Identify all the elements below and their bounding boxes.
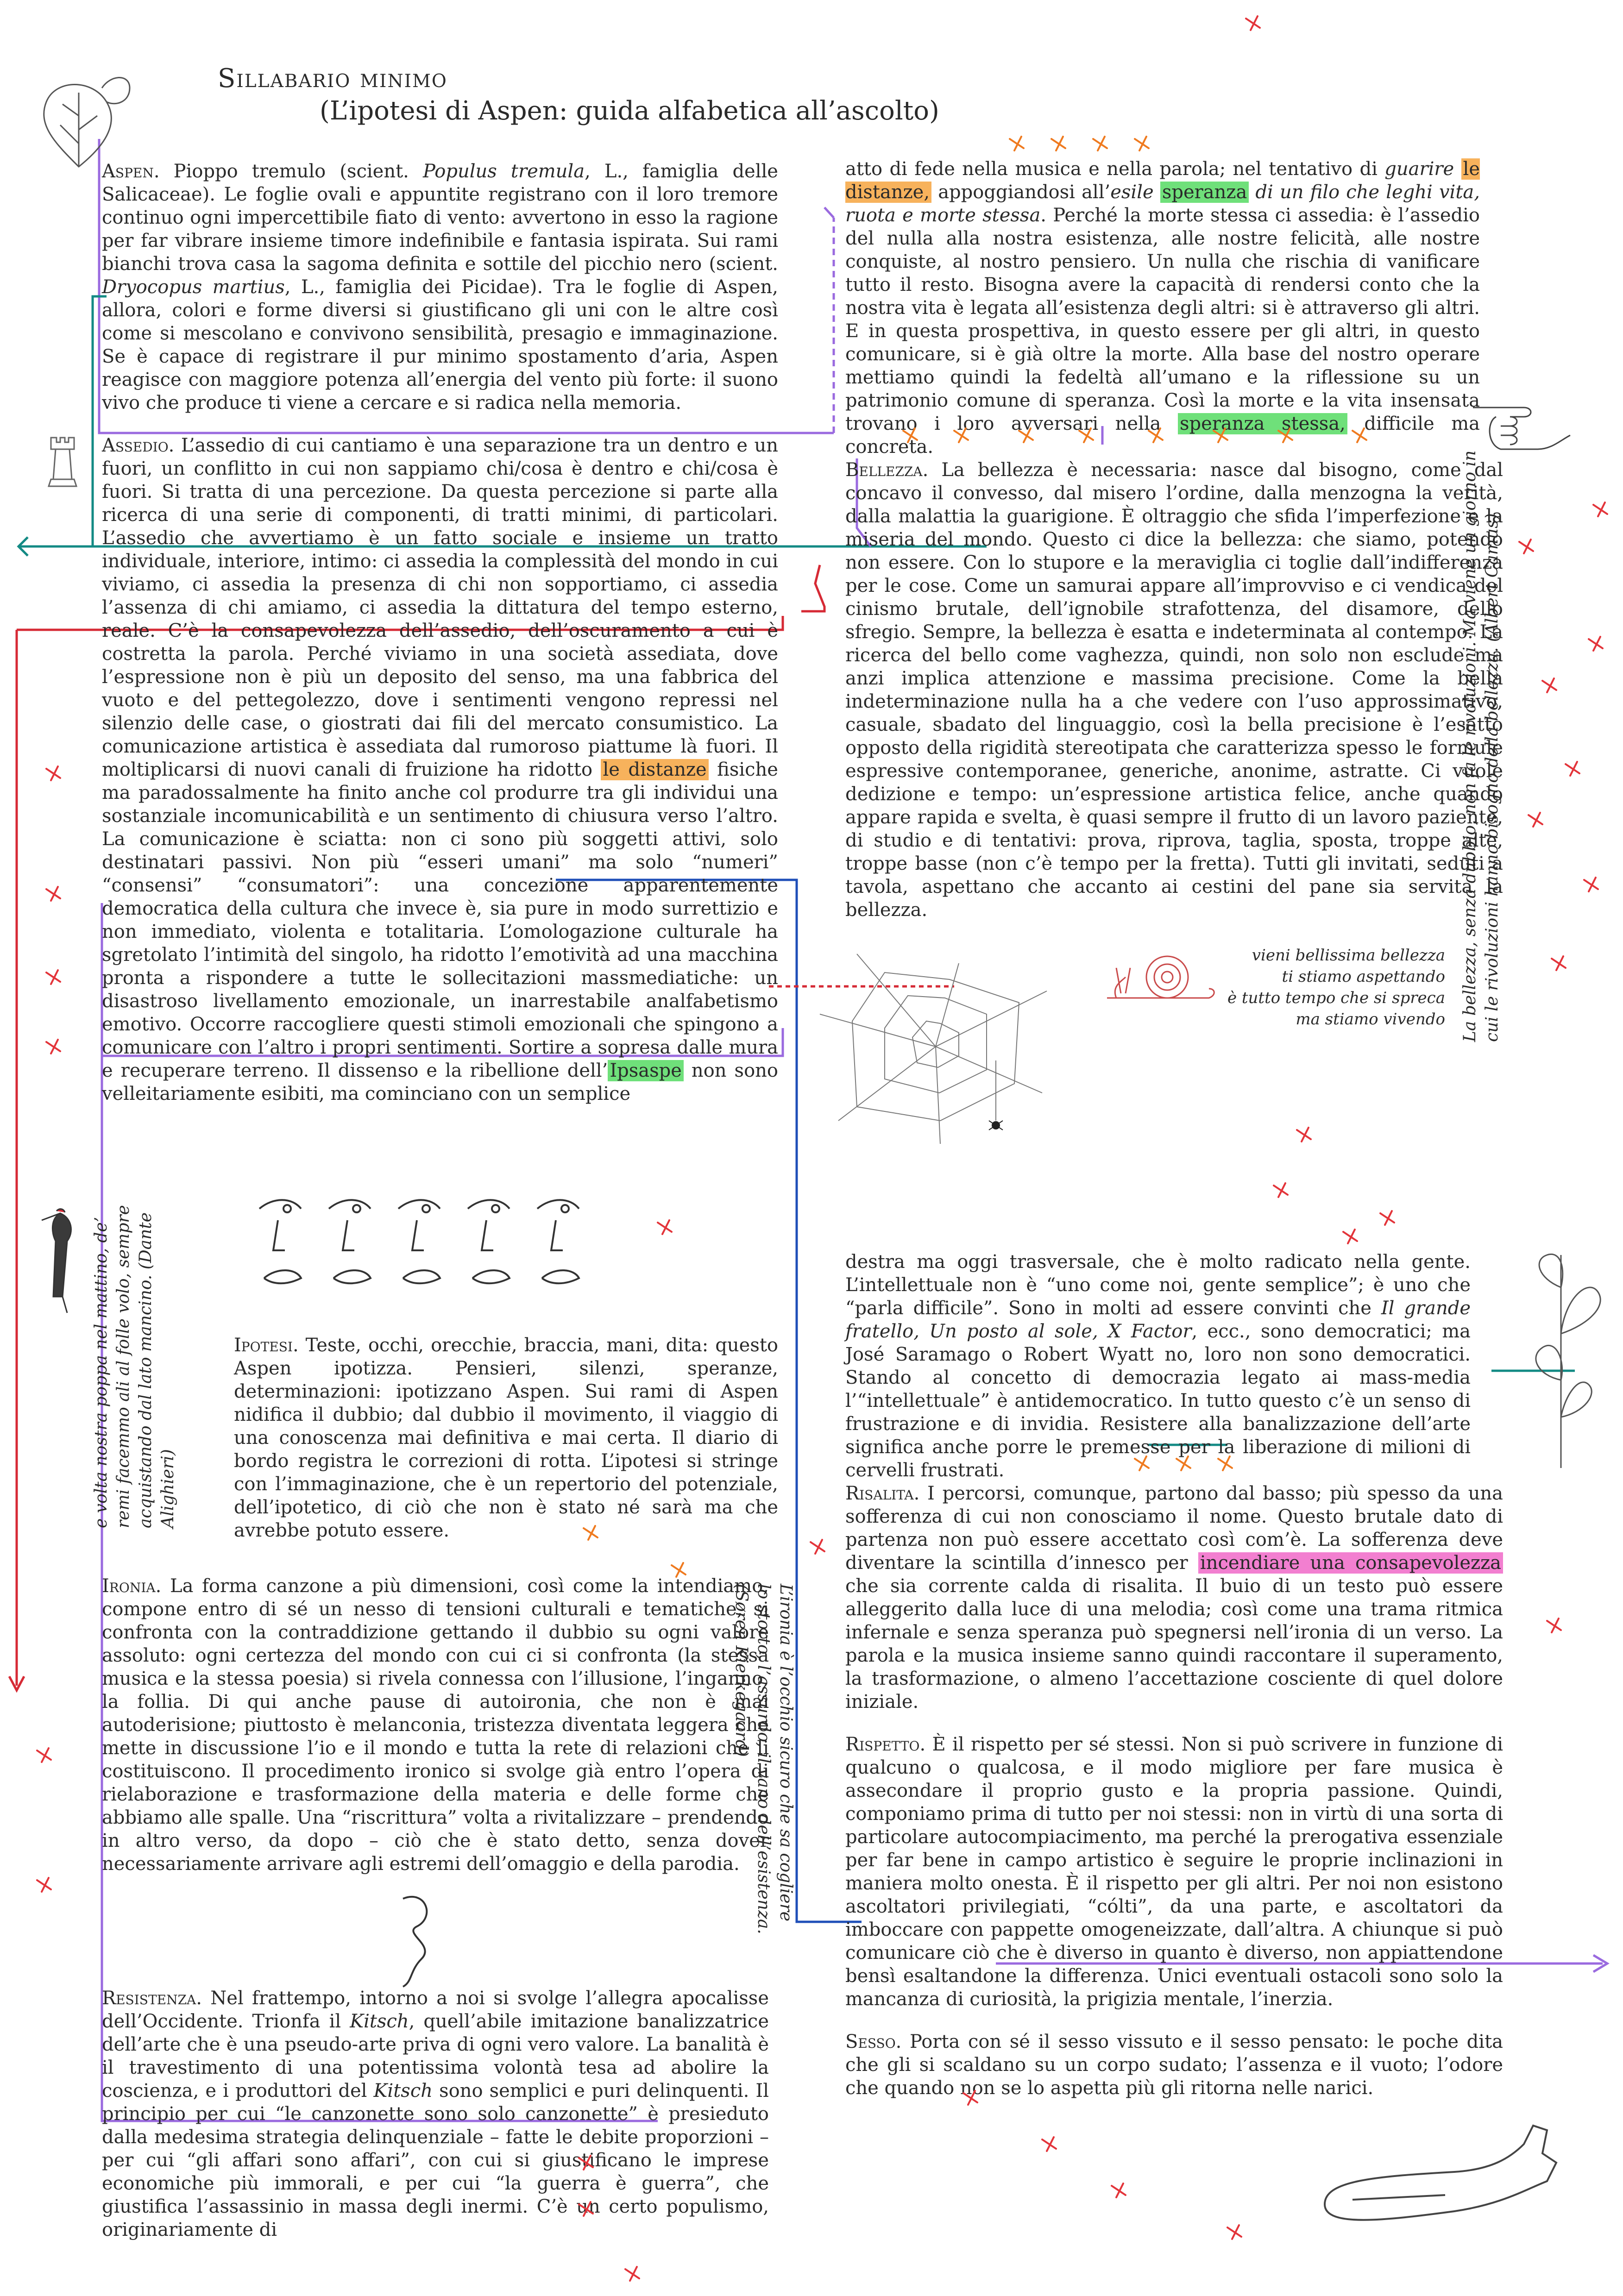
entry-head: Assedio xyxy=(102,435,169,456)
entry-head: Sesso xyxy=(845,2031,896,2052)
entry-head: Ironia xyxy=(102,1575,156,1597)
highlight: le distanze xyxy=(601,759,708,780)
entry-ipotesi: Ipotesi. Teste, occhi, orecchie, braccia, mani, dita: questo Aspen ipotizza. Pensieri, silenzi, speranze, determinazioni: ipotizzano Aspen. Sui rami di Aspen nidifica il dubbio; dal dubbio il movimento, il viaggio di una conoscenza mai definitiva e mai certa. Il diario di bordo registra le correzioni di rotta. L’ipotesi si stringe con l’immaginazione, che è un repertorio del potenziale, dell’ipotetico, di ciò che non è stato né sarà ma che avrebbe potuto essere. xyxy=(234,1335,778,1541)
entry-ironia: Ironia. La forma canzone a più dimensioni, così come la intendiamo, compone entro di sé un nesso di tensioni culturali e tematiche, si confronta con la contraddizione gettando il dubbio su ogni valore assoluto: ogni certezza del mondo con cui ci si confronta (la stessa musica e la stessa poesia) si rivela connessa con l’illusione, l’inganno, la follia. Di qui anche pause di autoironia, che non è mai autoderisione; piuttosto è melanconia, tristezza diventata leggera che mette in discussione l’io e il mondo e tutta la rete di relazioni che li costituiscono. Il procedimento ironico si svolge già entro l’opera di rielaborazione e trasformazione della materia e delle forme che abbiamo alle spalle. Una “riscrittura” volta a rivitalizzare – prendendo in altro verso, da dopo – ciò che è stato detto, senza dover necessariamente arrivare agli estremi dell’omaggio e della parodia. xyxy=(102,1575,769,1875)
entry-head: Ipotesi xyxy=(234,1335,293,1356)
entry-continuation: atto di fede nella musica e nella parola; nel tentativo di guarire le distanze, appoggiandosi all’esile speranza di un filo che leghi vita, ruota e morte stessa. Perché la morte stessa ci assedia: è l’assedio del nulla alla nostra esistenza, alle nostre felicità, alle nostre conquiste, al nostro pensiero. Un nulla che rischia di vanificare tutto il resto. Bisogna avere la capacità di rendersi conto che la nostra vita è legata all’esistenza degli altri: si è attraverso gli altri. E in questa prospettiva, in questo essere per gli altri, in questo comunicare, si è già oltre la morte. Alla base del nostro operare mettiamo quindi la fedeltà all’umano e la riflessione su un patrimonio comune di speranza. Così la morte e la vita insensata trovano i loro avversari nella speranza stessa, difficile ma concreta. xyxy=(845,158,1480,458)
entry-head: Rispetto xyxy=(845,1734,920,1755)
highlight: speranza xyxy=(1160,182,1249,203)
entry-populismo: destra ma oggi trasversale, che è molto radicato nella gente. L’intellettuale non è “uno come noi, gente semplice”; è uno che “parla difficile”. Sono in molti ad essere convinti che Il grande fratello, Un posto al sole, X Factor, ecc., sono democratici; ma José Saramago o Robert Wyatt no, loro non sono democratici. Stando al concetto di democrazia legato ai mass-media l’“intellettuale” è antidemocratico. In tutto questo c’è un senso di frustrazione e di invidia. Resistere alla banalizzazione dell’arte significa anche porre le premesse per la liberazione di milioni di cervelli frustrati. xyxy=(845,1251,1471,1481)
entry-resistenza: Resistenza. Nel frattempo, intorno a noi si svolge l’allegra apocalisse dell’Occidente. Trionfa il Kitsch, quell’abile imitazione banalizzatrice dell’arte che è una pseudo-arte priva di ogni vero valore. La banalità è il travestimento di una potentissima volontà tesa ad abolire la coscienza, e i produttori del Kitsch sono semplici e puri delinquenti. Il principio per cui “le canzonette sono solo canzonette” è presieduto dalla medesima strategia delinquenziale – fatte le debite proporzioni – per cui “gli affari sono affari”, con cui si giustificano le imprese economiche più immorali, e per cui “la guerra è guerra”, che giustifica l’assassinio in massa degli inermi. C’è un certo populismo, originariamente di xyxy=(102,1988,769,2240)
entry-sesso: Sesso. Porta con sé il sesso vissuto e il sesso pensato: le poche dita che gli si scaldano su un corpo sudato; l’assenza e il vuoto; l’odore che quando non se lo aspetta più gli ritorna nelle narici. xyxy=(845,2031,1503,2099)
highlight: speranza stessa, xyxy=(1178,413,1347,434)
quote-camus: La bellezza, senza dubbio, non fa le rivoluzioni. Ma viene un giorno in cui le rivoluzioni hanno bisogno della bellezza. (Albert Camus) xyxy=(1460,450,1502,1042)
entry-bellezza: Bellezza. La bellezza è necessaria: nasce dal bisogno, come dal concavo il convesso, dal misero l’ordine, dalla menzogna la verità, dalla malattia la guarigione. È oltraggio che sfida l’imperfezione e la miseria del mondo. Questo ci dice la bellezza: che siamo, potendo non essere. Con lo stupore e la meraviglia ci toglie dall’indifferenza per le cose. Come un samurai appare all’improvviso e ci vendica del cinismo brutale, dell’ignobile strafottenza, del disamore, dello sfregio. Sempre, la bellezza è esatta e indeterminata al contempo. La ricerca del bello come vaghezza, quindi, non solo non esclude ma anzi implica attenzione e massima precisione. Come la bella indeterminazione nulla ha a che vedere con l’uso approssimativo, casuale, sbadato del linguaggio, così la bella precisione è l’esatto opposto della rigidità stereotipata che caratterizza spesso le formule espressive contemporanee, generiche, anonime, astratte. Ci vuole dedizione e tempo: un’espressione artistica felice, anche quando appare rapida e svelta, è quasi sempre il frutto di un lavoro paziente, di studio e di tentativi: prova, riprova, taglia, sposta, troppe alte, troppe basse (non c’è tempo per la fretta). Tutti gli invitati, seduti a tavola, aspettano che accanto ai cestini del pane sia servita la bellezza. xyxy=(845,459,1503,921)
ant-icon xyxy=(37,16,1607,2281)
entry-risalita: Risalita. I percorsi, comunque, partono dal basso; più spesso da una sofferenza di cui non conosciamo il nome. Questo brutale dato di partenza non può essere accettato così com’è. La sofferenza deve diventare la scintilla d’innesco per incendiare una consapevolezza che sia corrente calda di risalita. Il buio di un testo può essere alleggerito dalla luce di una melodia; così come una trama ritmica infernale e senza speranza può spegnersi nell’ironia di un verso. La parola e la musica insieme sanno quindi raccontare il superamento, la trasformazione, o almeno l’accettazione cosciente di quel dolore iniziale. xyxy=(845,1483,1503,1713)
highlight: le distanze, xyxy=(845,158,1480,203)
highlight: incendiare una consapevolezza xyxy=(1198,1552,1503,1574)
quote-kierkegaard: L’ironia è l’occhio sicuro che sa cogliere lo storto, l’assurdo, il vano dell’esistenza. (Søren Kierkegaard) xyxy=(732,1584,795,1934)
entry-head: Aspen xyxy=(102,161,154,182)
entry-rispetto: Rispetto. È il rispetto per sé stessi. Non si può scrivere in funzione di qualcuno o qualcosa, e il modo migliore per fare musica è assecondare il proprio gusto e la propria passione. Quindi, componiamo prima di tutto per noi stessi: non in virtù di una sorta di particolare autocompiacimento, ma perché la prerogativa essenziale per far bene in campo artistico è seguire le proprie inclinazioni in maniera molto onesta. È il rispetto per gli altri. Per noi non esistono ascoltatori privilegiati, “cólti”, da una parte, e ascoltatori da imboccare con pappette omogeneizzate, dall’altra. A chiunque si può comunicare ciò che è diverso in quanto è diverso, non appiattendone bensì esaltandone la differenza. Unici eventuali ostacoli sono solo la mancanza di curiosità, la prigizia mentale, l’inerzia. xyxy=(845,1734,1503,2010)
entry-head: Bellezza xyxy=(845,459,923,481)
highlight: Ipsaspe xyxy=(608,1060,684,1081)
poem-block: vieni bellissima bellezza ti stiamo aspettando è tutto tempo che si spreca ma stiamo vivendo xyxy=(1227,946,1445,1029)
entry-aspen: Aspen. Pioppo tremulo (scient. Populus tremula, L., famiglia delle Salicaceae). Le foglie ovali e appuntite registrano con il loro tremore continuo ogni impercettibile fiato di vento: avvertono in esso la ragione per far vibrare insieme timore indefinibile e fantasia ispirata. Sui rami bianchi trova casa la sagoma definita e sottile del picchio nero (scient. Dryocopus martius, L., famiglia dei Picidae). Tra le foglie di Aspen, allora, colori e forme diversi si giustificano gli uni con le altre così come si mescolano e convivono sensibilità, presagio e immaginazione. Se è capace di registrare il pur minimo spostamento d’aria, Aspen reagisce con maggiore potenza all’energia del vento più forte: il suono vivo che produce ti viene a cercare e si radica nella memoria. xyxy=(102,161,778,414)
ant-icon xyxy=(584,137,1366,1577)
title-subtitle: (L’ipotesi di Aspen: guida alfabetica all’ascolto) xyxy=(320,96,939,126)
entry-head: Risalita xyxy=(845,1483,914,1504)
entry-assedio: Assedio. L’assedio di cui cantiamo è una separazione tra un dentro e un fuori, un conflitto in cui non sappiamo chi/cosa è dentro e chi/cosa è fuori. Si tratta di una percezione. Da questa percezione si parte alla ricerca di una serie di componenti, di tratti minimi, di particolari. L’assedio che avvertiamo è un fatto sociale e insieme un tratto individuale, interiore, intimo: ci assedia la complessità del mondo in cui viviamo, ci assedia la presenza di chi non sopportiamo, ci assedia l’assenza di chi amiamo, ci assedia la dittatura del tempo esterno, reale. C’è la consapevolezza dell’assedio, dell’oscuramento a cui è costretta la parola. Perché viviamo in una società assediata, dove l’espressione non è più un deposito del senso, ma una fabbrica del vuoto e del pettegolezzo, dove i sentimenti vengono repressi nel silenzio delle case, o giostrati dai fili del mercato consumistico. La comunicazione artistica è assediata dal rumoroso piattume là fuori. Il moltiplicarsi di nuovi canali di fruizione ha ridotto le distanze fisiche ma paradossalmente ha finito anche col produrre tra gli individui una sostanziale incomunicabilità e un sentimento di chiusura verso l’altro. La comunicazione è sciatta: non ci sono più soggetti attivi, solo destinatari passivi. Non più “esseri umani” ma solo “numeri” “consensi” “consumatori”: una concezione apparentemente democratica della cultura che invece è, sia pure in modo surrettizio e non immediato, violenta e totalitaria. L’omologazione culturale ha sgretolato l’intimità del singolo, ha ridotto l’emotività ad una macchina pronta a rispondere a tutte le sollecitazioni massmediatiche: un disastroso livellamento emozionale, un inarrestabile analfabetismo emotivo. Occorre raccogliere questi stimoli emozionali che spingono a comunicare con l’altro i propri sentimenti. Sortire a sopresa dalle mura e recuperare terreno. Il dissenso e la ribellione dell’ Ipsaspe non sono velleitariamente esibiti, ma cominciano con un semplice xyxy=(102,435,778,1104)
quote-dante: e volta nostra poppa nel mattino, de’ remi facemmo ali al folle volo, sempre acquistando dal lato mancino. (Dante Alighieri) xyxy=(92,1205,177,1528)
title-main: Sillabario minimo xyxy=(218,63,447,94)
entry-head: Resistenza xyxy=(102,1988,196,2009)
